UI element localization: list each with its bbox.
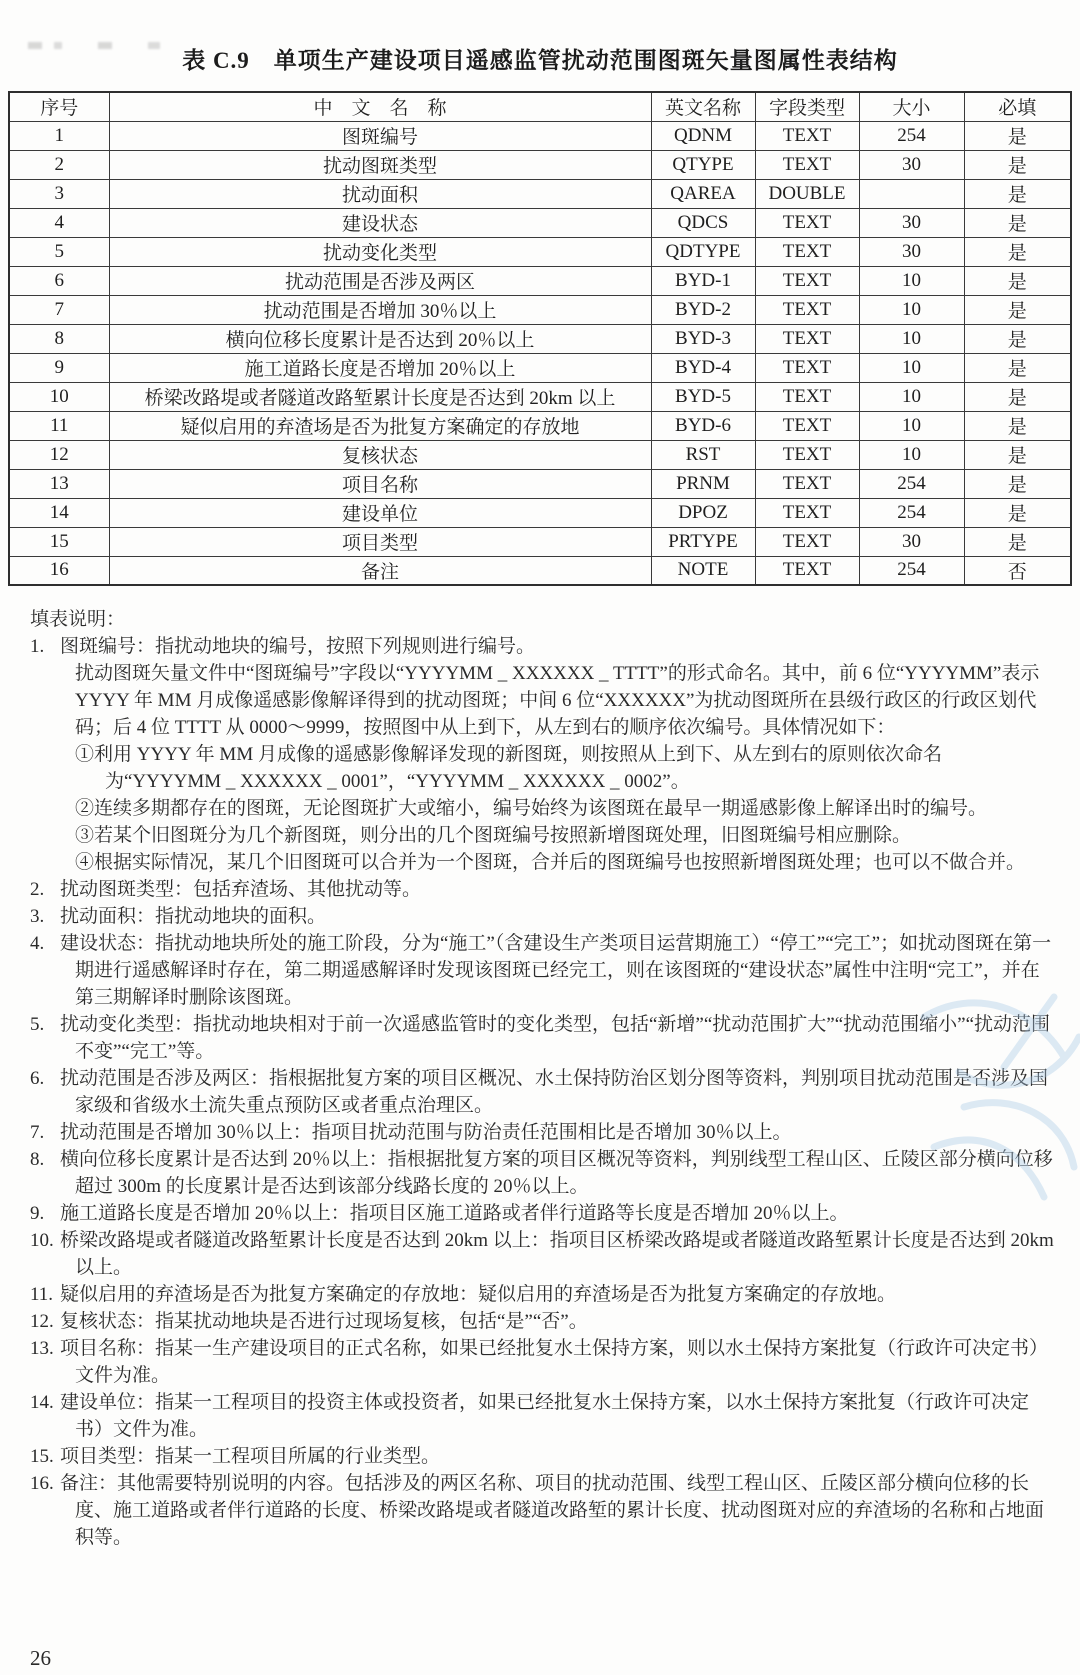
cell-english-name: RST [651, 440, 755, 469]
cell-chinese-name: 建设单位 [109, 498, 651, 527]
cell-chinese-name: 扰动图斑类型 [109, 150, 651, 179]
cell-size: 10 [859, 411, 964, 440]
note-item-11 [30, 1281, 1054, 1308]
cell-size: 10 [859, 440, 964, 469]
cell-field-type: TEXT [755, 266, 859, 295]
table-row [9, 382, 1071, 411]
cell-size: 10 [859, 295, 964, 324]
note-item-15 [30, 1443, 1054, 1470]
note-text: 横向位移长度累计是否达到 20％以上：指根据批复方案的项目区概况等资料，判别线型工程山区、丘陵区部分横向位移超过 300m 的长度累计是否达到该部分线路长度的 20％以上。 [60, 1149, 1053, 1197]
cell-english-name: DPOZ [651, 498, 755, 527]
note-subitem-3: ③若某个旧图斑分为几个新图斑，则分出的几个图斑编号按照新增图斑处理，旧图斑编号相应删除。 [75, 825, 912, 846]
cell-english-name: QDTYPE [651, 237, 755, 266]
cell-index: 3 [9, 179, 109, 208]
table-row [9, 324, 1071, 353]
cell-field-type: TEXT [755, 469, 859, 498]
col-header-chinese-name: 中 文 名 称 [109, 92, 651, 121]
note-text: 图斑编号：指扰动地块的编号，按照下列规则进行编号。 [60, 636, 536, 657]
note-paragraph: 扰动图斑矢量文件中“图斑编号”字段以“YYYYMM _ XXXXXX _ TTTT”的形式命名。其中，前 6 位“YYYYMM”表示 YYYY 年 MM 月成像遥感影像解译得到的扰动图斑；中间 6 位“XXXXXX”为扰动图斑所在县级行政区的行政区划代码；后 4 位 TTTT 从 0000～9999，按照图中从上到下，从左到右的顺序依次编号。具体情况如下： [75, 663, 1040, 738]
cell-required: 是 [964, 440, 1071, 469]
note-text: 施工道路长度是否增加 20％以上：指项目区施工道路或者伴行道路等长度是否增加 20％以上。 [60, 1203, 849, 1224]
cell-size: 10 [859, 353, 964, 382]
cell-size: 30 [859, 208, 964, 237]
cell-required: 是 [964, 237, 1071, 266]
table-caption: 表 C.9 单项生产建设项目遥感监管扰动范围图斑矢量图属性表结构 [182, 48, 898, 73]
table-header-row [9, 92, 1071, 121]
table-row [9, 411, 1071, 440]
note-item-16 [30, 1470, 1054, 1551]
note-number: 4. [30, 933, 45, 954]
cell-english-name: PRTYPE [651, 527, 755, 556]
cell-size: 254 [859, 469, 964, 498]
cell-field-type: TEXT [755, 237, 859, 266]
cell-required: 是 [964, 208, 1071, 237]
note-item-5 [30, 1011, 1054, 1065]
table-row [9, 469, 1071, 498]
cell-index: 5 [9, 237, 109, 266]
cell-chinese-name: 扰动范围是否涉及两区 [109, 266, 651, 295]
col-header-english-name: 英文名称 [651, 92, 755, 121]
cell-size: 30 [859, 527, 964, 556]
cell-english-name: QDCS [651, 208, 755, 237]
note-item-3 [30, 903, 1054, 930]
cell-field-type: TEXT [755, 353, 859, 382]
cell-field-type: DOUBLE [755, 179, 859, 208]
note-number: 12. [30, 1311, 54, 1332]
cell-english-name: BYD-4 [651, 353, 755, 382]
cell-size: 30 [859, 237, 964, 266]
note-text: 项目类型：指某一工程项目所属的行业类型。 [60, 1446, 441, 1467]
cell-field-type: TEXT [755, 498, 859, 527]
col-header-size: 大小 [859, 92, 964, 121]
note-item-12 [30, 1308, 1054, 1335]
cell-index: 16 [9, 556, 109, 585]
cell-english-name: BYD-6 [651, 411, 755, 440]
page-number: 26 [30, 1646, 51, 1670]
cell-english-name: QAREA [651, 179, 755, 208]
cell-index: 8 [9, 324, 109, 353]
cell-required: 是 [964, 150, 1071, 179]
cell-required: 是 [964, 324, 1071, 353]
cell-chinese-name: 扰动范围是否增加 30％以上 [109, 295, 651, 324]
note-text: 桥梁改路堤或者隧道改路堑累计长度是否达到 20km 以上：指项目区桥梁改路堤或者隧道改路堑累计长度是否达到 20km 以上。 [60, 1230, 1054, 1278]
cell-chinese-name: 横向位移长度累计是否达到 20％以上 [109, 324, 651, 353]
cell-size: 254 [859, 121, 964, 150]
note-number: 3. [30, 906, 45, 927]
note-text: 疑似启用的弃渣场是否为批复方案确定的存放地：疑似启用的弃渣场是否为批复方案确定的存放地。 [60, 1284, 897, 1305]
note-line [30, 633, 1054, 660]
cell-index: 15 [9, 527, 109, 556]
note-number: 13. [30, 1338, 54, 1359]
cell-index: 9 [9, 353, 109, 382]
scan-artifact-top [28, 42, 198, 49]
cell-index: 13 [9, 469, 109, 498]
note-text: 扰动范围是否增加 30％以上：指项目扰动范围与防治责任范围相比是否增加 30％以上。 [60, 1122, 792, 1143]
cell-required: 是 [964, 179, 1071, 208]
note-item-2 [30, 876, 1054, 903]
note-number: 15. [30, 1446, 54, 1467]
cell-chinese-name: 项目类型 [109, 527, 651, 556]
note-number: 2. [30, 879, 45, 900]
note-number: 1. [30, 636, 45, 657]
cell-chinese-name: 建设状态 [109, 208, 651, 237]
cell-english-name: BYD-1 [651, 266, 755, 295]
note-subitem-2: ②连续多期都存在的图斑，无论图斑扩大或缩小，编号始终为该图斑在最早一期遥感影像上解译出时的编号。 [75, 798, 988, 819]
cell-size: 10 [859, 324, 964, 353]
note-item-14 [30, 1389, 1054, 1443]
note-text: 扰动变化类型：指扰动地块相对于前一次遥感监管时的变化类型，包括“新增”“扰动范围扩大”“扰动范围缩小”“扰动范围不变”“完工”等。 [60, 1014, 1051, 1062]
cell-chinese-name: 备注 [109, 556, 651, 585]
attribute-structure-table [8, 91, 1072, 586]
table-row [9, 498, 1071, 527]
cell-english-name: BYD-5 [651, 382, 755, 411]
note-text: 扰动图斑类型：包括弃渣场、其他扰动等。 [60, 879, 422, 900]
cell-chinese-name: 项目名称 [109, 469, 651, 498]
cell-required: 是 [964, 469, 1071, 498]
cell-required: 是 [964, 527, 1071, 556]
cell-field-type: TEXT [755, 440, 859, 469]
cell-index: 6 [9, 266, 109, 295]
cell-field-type: TEXT [755, 556, 859, 585]
note-number: 5. [30, 1014, 45, 1035]
cell-english-name: PRNM [651, 469, 755, 498]
note-text: 备注：其他需要特别说明的内容。包括涉及的两区名称、项目的扰动范围、线型工程山区、丘陵区部分横向位移的长度、施工道路或者伴行道路的长度、桥梁改路堤或者隧道改路堑的累计长度、扰动图斑对应的弃渣场的名称和占地面积等。 [60, 1473, 1045, 1548]
cell-chinese-name: 复核状态 [109, 440, 651, 469]
cell-field-type: TEXT [755, 150, 859, 179]
cell-required: 是 [964, 266, 1071, 295]
note-text: 建设单位：指某一工程项目的投资主体或投资者，如果已经批复水土保持方案，以水土保持方案批复（行政许可决定书）文件为准。 [60, 1392, 1030, 1440]
note-item-6 [30, 1065, 1054, 1119]
cell-index: 1 [9, 121, 109, 150]
col-header-field-type: 字段类型 [755, 92, 859, 121]
cell-size: 10 [859, 266, 964, 295]
col-header-required: 必填 [964, 92, 1071, 121]
table-row [9, 440, 1071, 469]
note-number: 16. [30, 1473, 54, 1494]
table-row [9, 237, 1071, 266]
note-number: 7. [30, 1122, 45, 1143]
note-number: 9. [30, 1203, 45, 1224]
cell-index: 4 [9, 208, 109, 237]
note-item-7 [30, 1119, 1054, 1146]
cell-index: 12 [9, 440, 109, 469]
cell-required: 是 [964, 411, 1071, 440]
cell-size: 254 [859, 498, 964, 527]
note-item-4 [30, 930, 1054, 1011]
cell-chinese-name: 扰动变化类型 [109, 237, 651, 266]
note-text: 扰动面积：指扰动地块的面积。 [60, 906, 327, 927]
cell-chinese-name: 扰动面积 [109, 179, 651, 208]
note-text: 项目名称：指某一生产建设项目的正式名称，如果已经批复水土保持方案，则以水土保持方案批复（行政许可决定书）文件为准。 [60, 1338, 1049, 1386]
table-row [9, 266, 1071, 295]
table-row [9, 121, 1071, 150]
note-item-10 [30, 1227, 1054, 1281]
note-item-1 [30, 633, 1054, 876]
cell-required: 是 [964, 295, 1071, 324]
cell-size: 254 [859, 556, 964, 585]
notes-heading: 填表说明： [30, 609, 126, 630]
cell-required: 否 [964, 556, 1071, 585]
note-number: 11. [30, 1284, 54, 1305]
table-row [9, 179, 1071, 208]
cell-size: 10 [859, 382, 964, 411]
cell-english-name: QTYPE [651, 150, 755, 179]
note-item-8 [30, 1146, 1054, 1200]
note-text: 扰动范围是否涉及两区：指根据批复方案的项目区概况、水土保持防治区划分图等资料，判别项目扰动范围是否涉及国家级和省级水土流失重点预防区或者重点治理区。 [60, 1068, 1049, 1116]
note-number: 10. [30, 1230, 54, 1251]
cell-chinese-name: 疑似启用的弃渣场是否为批复方案确定的存放地 [109, 411, 651, 440]
note-number: 14. [30, 1392, 54, 1413]
cell-field-type: TEXT [755, 208, 859, 237]
cell-field-type: TEXT [755, 382, 859, 411]
cell-field-type: TEXT [755, 121, 859, 150]
cell-field-type: TEXT [755, 411, 859, 440]
table-row [9, 556, 1071, 585]
cell-required: 是 [964, 353, 1071, 382]
table-row [9, 208, 1071, 237]
cell-english-name: BYD-3 [651, 324, 755, 353]
note-number: 8. [30, 1149, 45, 1170]
note-text: 建设状态：指扰动地块所处的施工阶段，分为“施工”（含建设生产类项目运营期施工）“停工”“完工”；如扰动图斑在第一期进行遥感解译时存在，第二期遥感解译时发现该图斑已经完工，则在该图斑的“建设状态”属性中注明“完工”，并在第三期解译时删除该图斑。 [60, 933, 1052, 1008]
note-item-13 [30, 1335, 1054, 1389]
cell-index: 7 [9, 295, 109, 324]
note-number: 6. [30, 1068, 45, 1089]
cell-chinese-name: 图斑编号 [109, 121, 651, 150]
cell-required: 是 [964, 121, 1071, 150]
cell-index: 11 [9, 411, 109, 440]
col-header-index: 序号 [9, 92, 109, 121]
note-subitem-4: ④根据实际情况，某几个旧图斑可以合并为一个图斑，合并后的图斑编号也按照新增图斑处理；也可以不做合并。 [75, 852, 1026, 873]
cell-chinese-name: 施工道路长度是否增加 20％以上 [109, 353, 651, 382]
table-row [9, 295, 1071, 324]
note-text: 复核状态：指某扰动地块是否进行过现场复核，包括“是”“否”。 [60, 1311, 588, 1332]
cell-index: 10 [9, 382, 109, 411]
table-row [9, 353, 1071, 382]
cell-index: 14 [9, 498, 109, 527]
notes-section [30, 606, 1054, 1551]
cell-english-name: QDNM [651, 121, 755, 150]
cell-field-type: TEXT [755, 324, 859, 353]
cell-chinese-name: 桥梁改路堤或者隧道改路堑累计长度是否达到 20km 以上 [109, 382, 651, 411]
cell-size [859, 179, 964, 208]
note-subitem-1: ①利用 YYYY 年 MM 月成像的遥感影像解译发现的新图斑，则按照从上到下、从左到右的原则依次命名为“YYYYMM _ XXXXXX _ 0001”，“YYYYMM _ XXXXXX _ 0002”。 [75, 744, 942, 792]
cell-english-name: BYD-2 [651, 295, 755, 324]
cell-field-type: TEXT [755, 527, 859, 556]
document-page [0, 42, 1080, 1670]
cell-size: 30 [859, 150, 964, 179]
cell-required: 是 [964, 382, 1071, 411]
cell-required: 是 [964, 498, 1071, 527]
cell-field-type: TEXT [755, 295, 859, 324]
note-item-9 [30, 1200, 1054, 1227]
table-row [9, 150, 1071, 179]
table-row [9, 527, 1071, 556]
cell-english-name: NOTE [651, 556, 755, 585]
cell-index: 2 [9, 150, 109, 179]
